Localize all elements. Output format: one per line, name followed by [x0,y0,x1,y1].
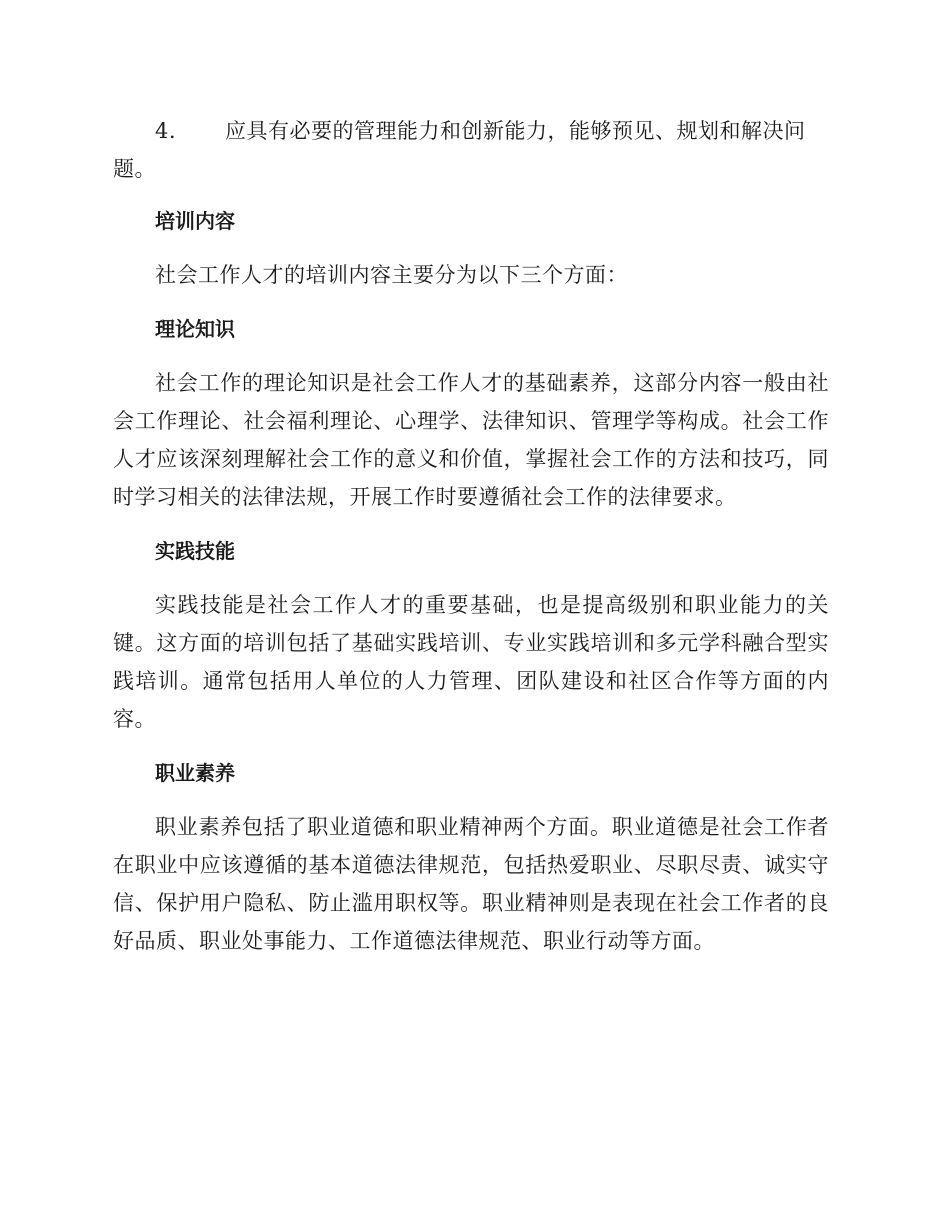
section-heading-professionalism: 职业素养 [155,761,235,785]
paragraph-practice: 实践技能是社会工作人才的重要基础，也是提高级别和职业能力的关键。这方面的培训包括了基础实践培训、专业实践培训和多元学科融合型实践培训。通常包括用人单位的人力管理、团队建设和社区合作等方面的内容。 [113,593,829,731]
list-item-4 [113,112,829,188]
paragraph-training-content: 社会工作人才的培训内容主要分为以下三个方面： [155,263,628,287]
section-heading-practice: 实践技能 [155,539,235,563]
paragraph-theory: 社会工作的理论知识是社会工作人才的基础素养，这部分内容一般由社会工作理论、社会福利理论、心理学、法律知识、管理学等构成。社会工作人才应该深刻理解社会工作的意义和价值，掌握社会工作的方法和技巧，同时学习相关的法律法规，开展工作时要遵循社会工作的法律要求。 [113,371,829,509]
list-item-number: 4. [155,119,177,143]
document-content [113,112,829,976]
list-item-text: 应具有必要的管理能力和创新能力，能够预见、规划和解决问题。 [113,119,806,181]
section-heading-theory: 理论知识 [155,317,235,341]
section-heading-training-content: 培训内容 [155,209,235,233]
paragraph-professionalism: 职业素养包括了职业道德和职业精神两个方面。职业道德是社会工作者在职业中应该遵循的基本道德法律规范，包括热爱职业、尽职尽责、诚实守信、保护用户隐私、防止滥用职权等。职业精神则是表现在社会工作者的良好品质、职业处事能力、工作道德法律规范、职业行动等方面。 [113,815,829,953]
